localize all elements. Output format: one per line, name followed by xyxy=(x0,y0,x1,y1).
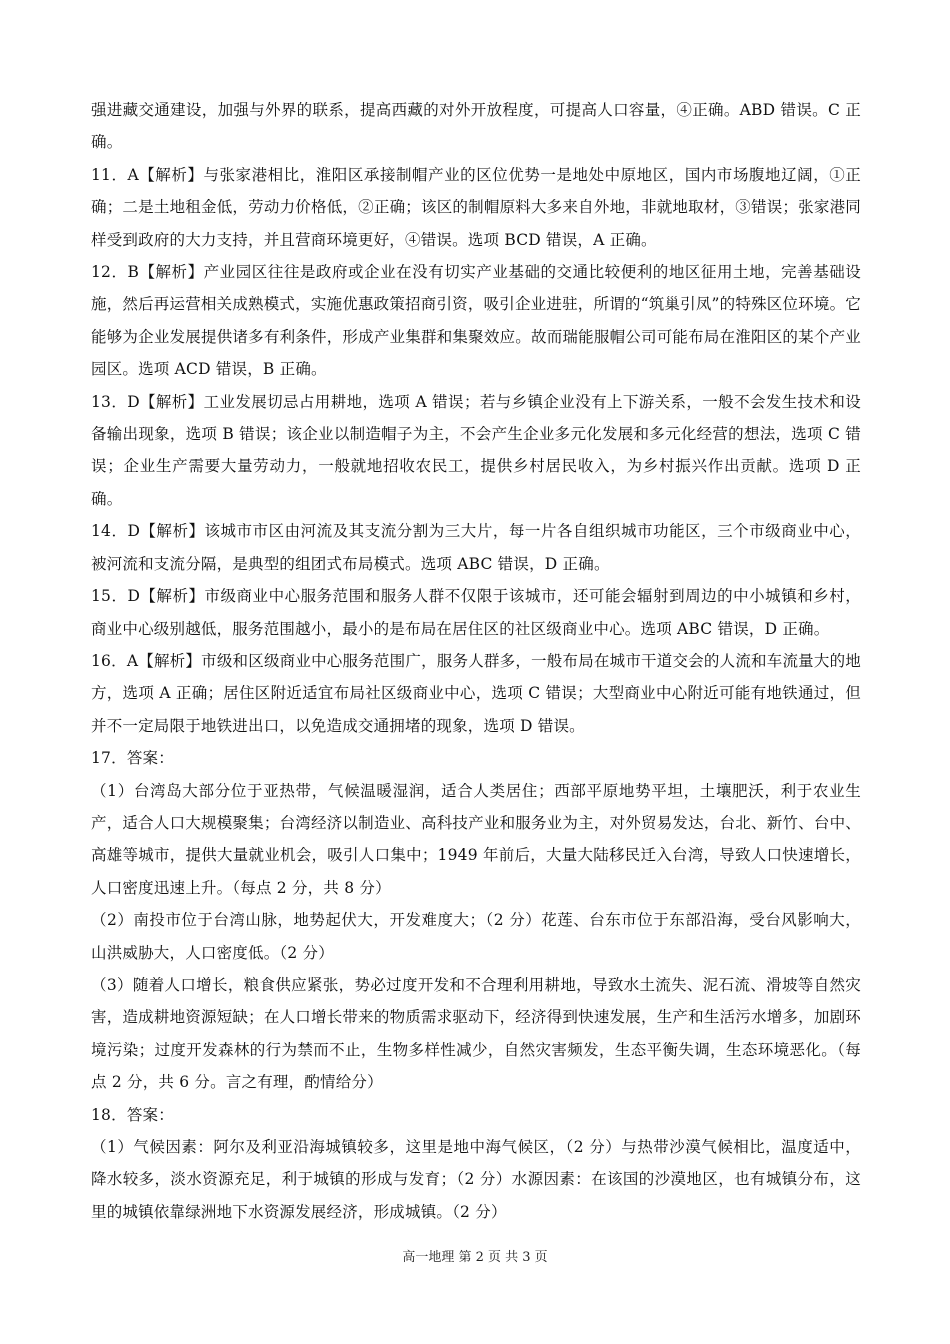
answer-17-part-1: （1）台湾岛大部分位于亚热带，气候温暖湿润，适合人类居住；西部平原地势平坦，土壤肥沃，利于农业生产，适合人口大规模聚集；台湾经济以制造业、高科技产业和服务业为主，对外贸易发达，台北、新竹、台中、高雄等城市，提供大量就业机会，吸引人口集中；1949 年前后，大量大陆移民迁入台湾，导致人口快速增长，人口密度迅速上升。（每点 2 分，共 8 分） xyxy=(91,781,861,897)
answer-17-part-3: （3）随着人口增长，粮食供应紧张，势必过度开发和不合理利用耕地，导致水土流失、泥石流、滑坡等自然灾害，造成耕地资源短缺；在人口增长带来的物质需求驱动下，经济得到快速发展，生产和生活污水增多，加剧环境污染；过度开发森林的行为禁而不止，生物多样性减少，自然灾害频发，生态平衡失调，生态环境恶化。（每点 2 分，共 6 分。言之有理，酌情给分） xyxy=(91,975,861,1092)
paragraph-continuation-10: 强进藏交通建设，加强与外界的联系，提高西藏的对外开放程度，可提高人口容量，④正确。ABD 错误。C 正确。 xyxy=(91,101,861,152)
answer-18-heading: 18．答案： xyxy=(91,1105,174,1124)
answer-17-part-2: （2）南投市位于台湾山脉，地势起伏大，开发难度大；（2 分）花莲、台东市位于东部沿海，受台风影响大，山洪威胁大，人口密度低。（2 分） xyxy=(91,911,861,962)
answer-15: 15．D【解析】市级商业中心服务范围和服务人群不仅限于该城市，还可能会辐射到周边的中小城镇和乡村，商业中心级别越低，服务范围越小，最小的是布局在居住区的社区级商业中心。选项 ABC 错误，D 正确。 xyxy=(91,587,861,638)
answer-17-heading: 17．答案： xyxy=(91,749,174,768)
answer-18-part-1: （1）气候因素：阿尔及利亚沿海城镇较多，这里是地中海气候区，（2 分）与热带沙漠气候相比，温度适中，降水较多，淡水资源充足，利于城镇的形成与发育；（2 分）水源因素：在该国的沙漠地区，也有城镇分布，这里的城镇依靠绿洲地下水资源发展经济，形成城镇。（2 分） xyxy=(91,1138,861,1221)
answer-11: 11．A【解析】与张家港相比，淮阳区承接制帽产业的区位优势一是地处中原地区，国内市场腹地辽阔，①正确；二是土地租金低，劳动力价格低，②正确；该区的制帽原料大多来自外地，非就地取材，③错误；张家港同样受到政府的大力支持，并且营商环境更好，④错误。选项 BCD 错误，A 正确。 xyxy=(91,165,861,249)
answer-12: 12．B【解析】产业园区往往是政府或企业在没有切实产业基础的交通比较便利的地区征用土地，完善基础设施，然后再运营相关成熟模式，实施优惠政策招商引资，吸引企业进驻，所谓的“筑巢引凤”的特殊区位环境。它能够为企业发展提供诸多有利条件，形成产业集群和集聚效应。故而瑞能服帽公司可能布局在淮阳区的某个产业园区。选项 ACD 错误，B 正确。 xyxy=(91,263,861,379)
answer-content xyxy=(91,94,861,1228)
answer-13: 13．D【解析】工业发展切忌占用耕地，选项 A 错误；若与乡镇企业没有上下游关系，一般不会发生技术和设备输出现象，选项 B 错误；该企业以制造帽子为主，不会产生企业多元化发展和多元化经营的想法，选项 C 错误；企业生产需要大量劳动力，一般就地招收农民工，提供乡村居民收入，为乡村振兴作出贡献。选项 D 正确。 xyxy=(91,392,861,508)
answer-14: 14．D【解析】该城市市区由河流及其支流分割为三大片，每一片各自组织城市功能区，三个市级商业中心，被河流和支流分隔，是典型的组团式布局模式。选项 ABC 错误，D 正确。 xyxy=(91,522,861,573)
answer-16: 16．A【解析】市级和区级商业中心服务范围广，服务人群多，一般布局在城市干道交会的人流和车流量大的地方，选项 A 正确；居住区附近适宜布局社区级商业中心，选项 C 错误；大型商业中心附近可能有地铁通过，但并不一定局限于地铁进出口，以免造成交通拥堵的现象，选项 D 错误。 xyxy=(91,651,861,735)
page-footer: 高一地理 第 2 页 共 3 页 xyxy=(402,1250,548,1265)
